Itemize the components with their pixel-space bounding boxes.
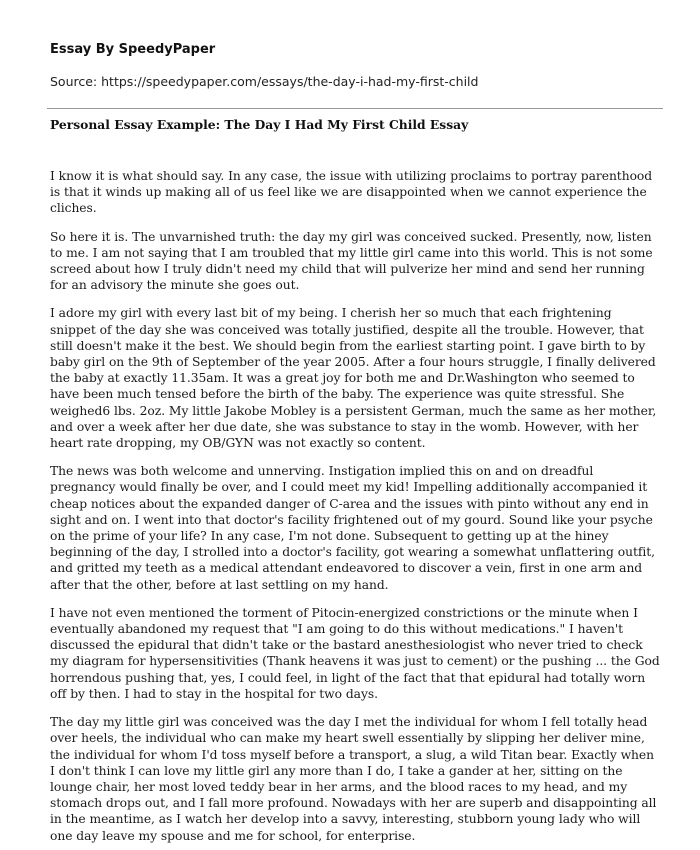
essay-paragraph: I adore my girl with every last bit of my being. I cherish her so much that each frightening snippet of the day she was conceived was totally justified, despite all the trouble. However, that still doesn't make it the best. We should begin from the earliest starting point. I gave birth to by baby girl on the 9th of September of the year 2005. After a four hours struggle, I finally delivered the baby at exactly 11.35am. It was a great joy for both me and Dr.Washington who seemed to have been much tensed before the birth of the baby. The experience was quite stressful. She weighed6 lbs. 2oz. My little Jakobe Mobley is a persistent German, much the same as her mother, and over a week after her due date, she was substance to stay in the womb. However, with her heart rate dropping, my OB/GYN was not exactly so content. (50, 306, 657, 451)
divider (47, 108, 663, 109)
essay-title: Personal Essay Example: The Day I Had My First Child Essay (50, 117, 469, 132)
essay-paragraph: The day my little girl was conceived was the day I met the individual for whom I fell totally head over heels, the individual who can make my heart swell essentially by slipping her deliver mine, the individual for whom I'd toss myself before a transport, a slug, a wild Titan bear. Exactly when I don't think I can love my little girl any more than I do, I take a gander at her, sitting on the lounge chair, her most loved teddy bear in her arms, and the blood races to my head, and my stomach drops out, and I fall more profound. Nowadays with her are superb and disappointing all in the meantime, as I watch her develop into a savvy, interesting, stubborn young lady who will one day leave my spouse and me for school, for enterprise. (50, 715, 657, 843)
essay-paragraph: I have not even mentioned the torment of Pitocin-energized constrictions or the minute when I eventually abandoned my request that "I am going to do this without medications." I haven't discussed the epidural that didn't take or the bastard anesthesiologist who never tried to check my diagram for hypersensitivities (Thank heavens it was just to cement) or the pushing ... the God horrendous pushing that, yes, I could feel, in light of the fact that that epidural had totally worn off by then. I had to stay in the hospital for two days. (50, 605, 660, 701)
essay-paragraph: The news was both welcome and unnerving. Instigation implied this on and on dreadful pregnancy would finally be over, and I could meet my kid! Impelling additionally accompanied it cheap notices about the expanded danger of C-area and the issues with pinto without any end in sight and on. I went into that doctor's facility frightened out of my gourd. Sound like your psyche on the prime of your life? In any case, I'm not done. Subsequent to getting up at the hiney beginning of the day, I strolled into a doctor's facility, got wearing a somewhat unflattering outfit, and gritted my teeth as a medical attendant endeavored to discover a vein, first in one arm and after that the other, before at last settling on my hand. (50, 464, 655, 592)
essay-body (50, 168, 660, 844)
essay-paragraph: I know it is what should say. In any case, the issue with utilizing proclaims to portray parenthood is that it winds up making all of us feel like we are disappointed when we cannot experience the cliches. (50, 169, 653, 216)
essay-paragraph: So here it is. The unvarnished truth: the day my girl was conceived sucked. Presently, now, listen to me. I am not saying that I am troubled that my little girl came into this world. This is not some screed about how I truly didn't need my child that will pulverize her mind and send her running for an advisory the minute she goes out. (50, 229, 653, 293)
brand-heading: Essay By SpeedyPaper (50, 42, 216, 57)
source-line: Source: https://speedypaper.com/essays/the-day-i-had-my-first-child (50, 74, 479, 89)
